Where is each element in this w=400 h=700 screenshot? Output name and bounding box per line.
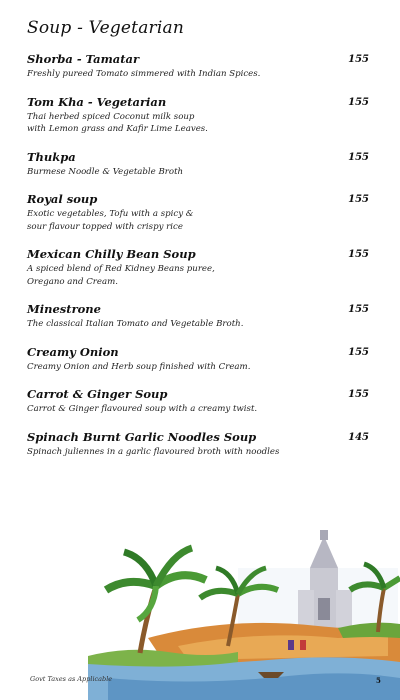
menu-item-price: 145 — [348, 431, 369, 443]
footer-note: Govt Taxes as Applicable — [30, 675, 113, 683]
menu-item-price: 155 — [348, 151, 369, 163]
menu-item-price: 155 — [348, 389, 369, 400]
page-title: Soup - Vegetarian — [27, 18, 184, 38]
menu-item — [27, 345, 377, 374]
menu-item — [27, 95, 377, 136]
menu-item — [27, 387, 377, 416]
menu-item-name: Carrot & Ginger Soup — [27, 387, 168, 401]
menu-item-name: Creamy Onion — [27, 344, 119, 359]
menu-item-price: 155 — [348, 194, 369, 205]
menu-item-description: Spinach juliennes in a garlic flavoured broth with noodles — [27, 446, 280, 457]
menu-item-price: 155 — [348, 54, 369, 65]
temple-palm-landscape-illustration — [88, 528, 400, 700]
menu-item — [27, 150, 377, 179]
menu-item-description: Creamy Onion and Herb soup finished with Cream. — [27, 361, 251, 372]
menu-item-description: Freshly pureed Tomato simmered with Indian Spices. — [27, 69, 261, 79]
menu-item-price: 155 — [348, 96, 369, 108]
menu-item-price: 155 — [348, 249, 369, 260]
menu-item-description: Thai herbed spiced Coconut milk soup with Lemon grass and Kafir Lime Leaves. — [27, 111, 208, 134]
menu-item-name: Spinach Burnt Garlic Noodles Soup — [27, 429, 257, 444]
menu-item-description: Carrot & Ginger flavoured soup with a creamy twist. — [27, 404, 258, 414]
menu-item-name: Minestrone — [27, 302, 101, 316]
menu-item-description: Exotic vegetables, Tofu with a spicy & sour flavour topped with crispy rice — [27, 209, 194, 232]
menu-items-list — [27, 52, 377, 472]
menu-item-name: Thukpa — [27, 149, 76, 164]
menu-item-name: Tom Kha - Vegetarian — [27, 94, 167, 109]
menu-item-name: Shorba - Tamatar — [27, 52, 140, 66]
menu-item-description: The classical Italian Tomato and Vegetable Broth. — [27, 319, 244, 329]
menu-item-description: A spiced blend of Red Kidney Beans puree, Oregano and Cream. — [27, 264, 215, 287]
menu-item — [27, 430, 377, 459]
menu-item — [27, 302, 377, 331]
menu-item-name: Mexican Chilly Bean Soup — [27, 247, 196, 261]
menu-item-price: 155 — [348, 346, 369, 358]
page-number: 5 — [376, 676, 381, 685]
menu-item — [27, 52, 377, 81]
menu-item — [27, 192, 377, 233]
menu-item-price: 155 — [348, 304, 369, 315]
menu-item — [27, 247, 377, 288]
menu-item-name: Royal soup — [27, 192, 98, 206]
menu-item-description: Burmese Noodle & Vegetable Broth — [27, 166, 184, 177]
